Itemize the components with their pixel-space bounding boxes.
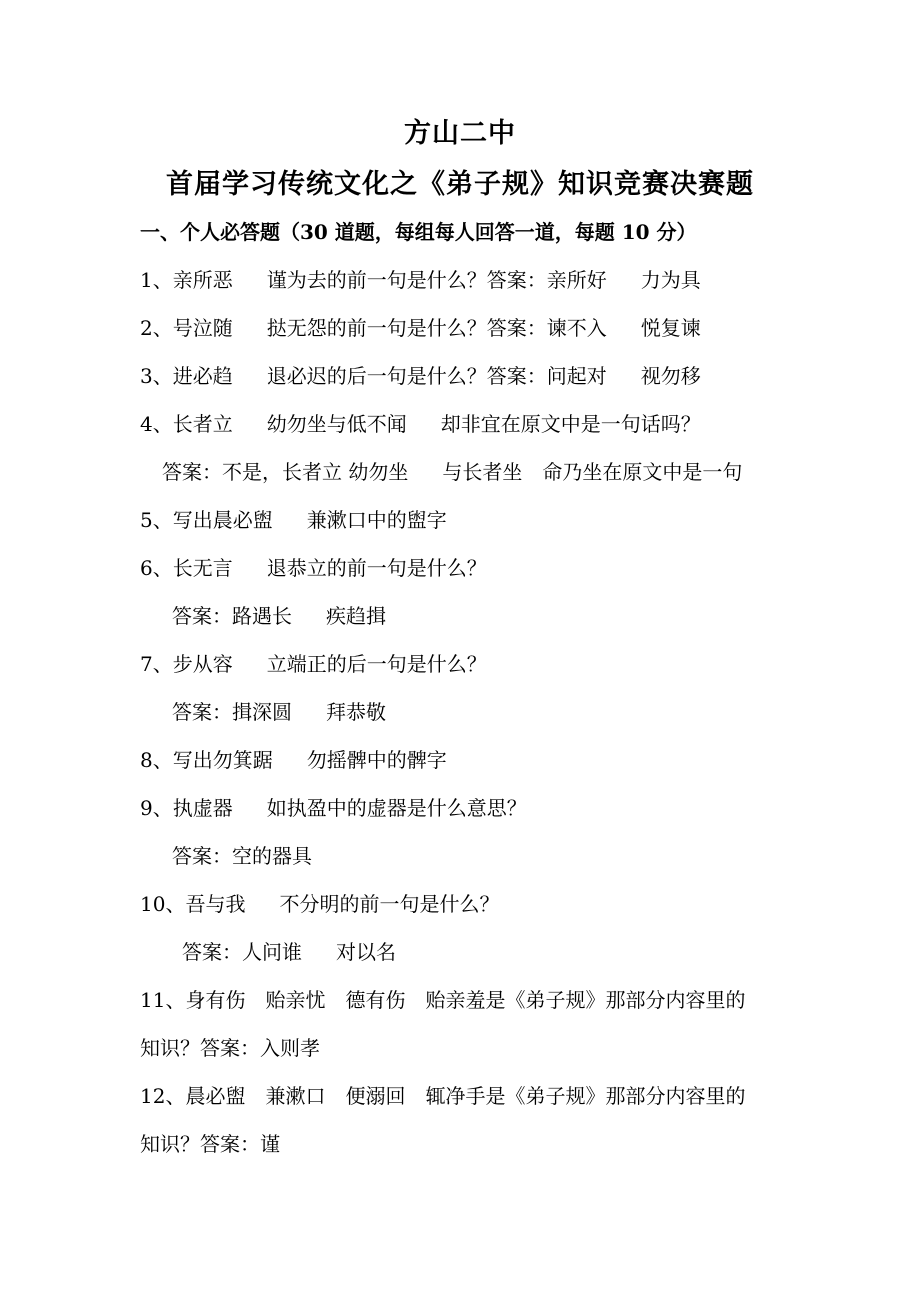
question-line: 3、进必趋 退必迟的后一句是什么？答案：问起对 视勿移: [140, 364, 701, 388]
question-line-continued: 知识？答案：入则孝: [140, 1036, 320, 1060]
section-heading: 一、个人必答题（30 道题，每组每人回答一道，每题 10 分）: [140, 220, 697, 244]
question-line: 2、号泣随 挞无怨的前一句是什么？答案：谏不入 悦复谏: [140, 316, 701, 340]
answer-line: 答案：路遇长 疾趋揖: [172, 604, 386, 628]
question-line-continued: 知识？答案：谨: [140, 1132, 280, 1156]
answer-line: 答案：不是，长者立 幼勿坐 与长者坐 命乃坐在原文中是一句: [162, 460, 743, 484]
question-line: 4、长者立 幼勿坐与低不闻 却非宜在原文中是一句话吗？: [140, 412, 701, 436]
answer-line: 答案：人问谁 对以名: [182, 940, 396, 964]
document-title: 首届学习传统文化之《弟子规》知识竞赛决赛题: [166, 169, 754, 200]
question-line: 10、吾与我 不分明的前一句是什么？: [140, 892, 500, 916]
question-line: 12、晨必盥 兼漱口 便溺回 辄净手是《弟子规》那部分内容里的: [140, 1084, 746, 1108]
question-line: 7、步从容 立端正的后一句是什么？: [140, 652, 487, 676]
question-line: 11、身有伤 贻亲忧 德有伤 贻亲羞是《弟子规》那部分内容里的: [140, 988, 746, 1012]
answer-line: 答案：空的器具: [172, 844, 312, 868]
question-line: 6、长无言 退恭立的前一句是什么？: [140, 556, 487, 580]
question-line: 5、写出晨必盥 兼漱口中的盥字: [140, 508, 447, 532]
question-line: 9、执虚器 如执盈中的虚器是什么意思？: [140, 796, 527, 820]
question-line: 1、亲所恶 谨为去的前一句是什么？答案：亲所好 力为具: [140, 268, 701, 292]
question-line: 8、写出勿箕踞 勿摇髀中的髀字: [140, 748, 447, 772]
answer-line: 答案：揖深圆 拜恭敬: [172, 700, 386, 724]
school-name: 方山二中: [404, 118, 516, 149]
